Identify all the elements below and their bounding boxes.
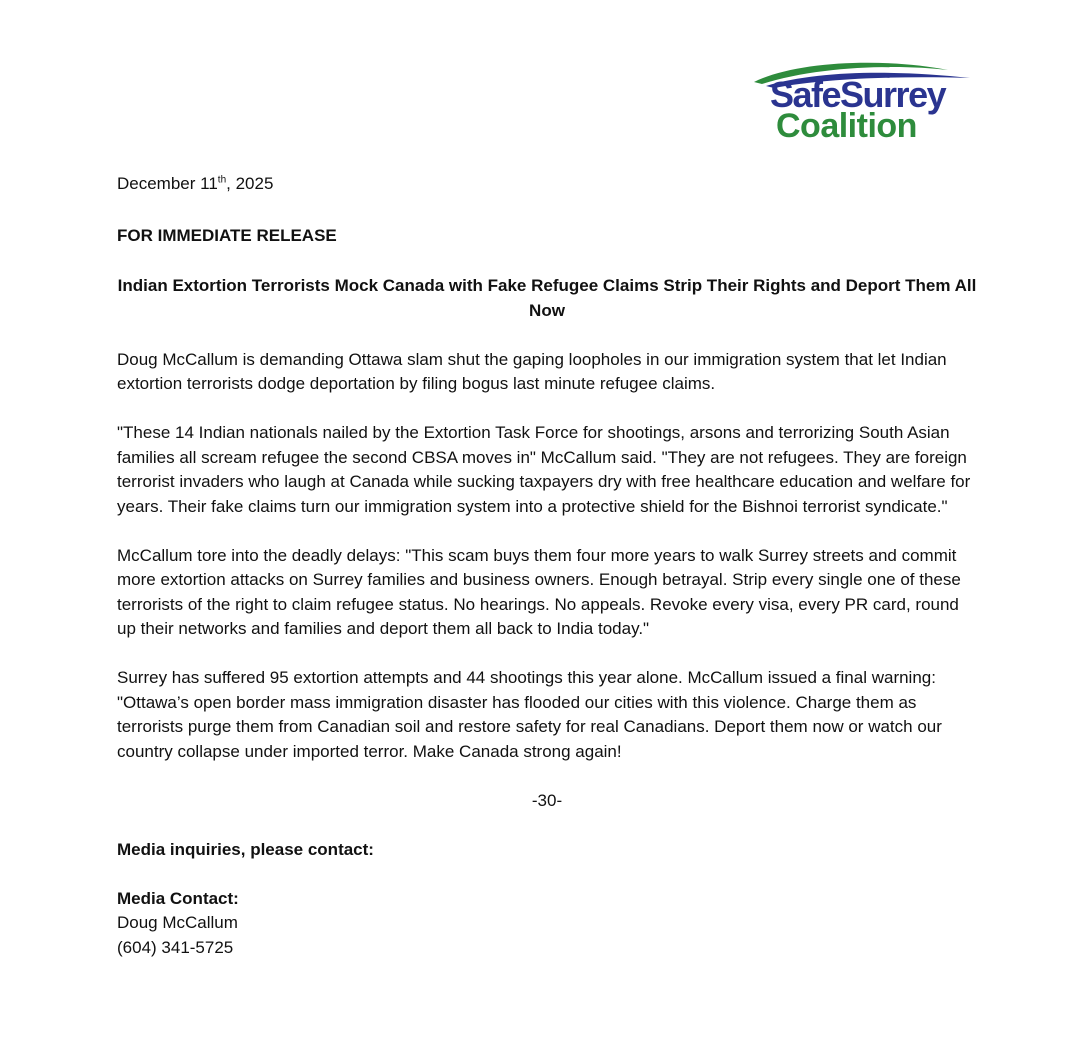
safesurrey-logo	[748, 56, 978, 146]
paragraph-4: Surrey has suffered 95 extortion attempts and 44 shootings this year alone. McCallum issued a final warning: "Ottawa’s open border mass immigration disaster has flooded our cities with this violence. Charge them as terrorists purge them from Canadian soil and restore safety for real Canadians. Deport them now or watch our country collapse under imported terror. Make Canada strong again!	[117, 668, 942, 761]
logo-text-safesurrey: SafeSurrey	[770, 74, 946, 115]
headline: Indian Extortion Terrorists Mock Canada with Fake Refugee Claims Strip Their Rights and Deport Them All Now	[117, 276, 977, 320]
logo-text-coalition: Coalition	[776, 107, 917, 145]
contact-phone: (604) 341-5725	[117, 937, 234, 957]
contact-name: Doug McCallum	[117, 913, 238, 932]
end-mark: -30-	[531, 790, 563, 810]
paragraph-3: McCallum tore into the deadly delays: "This scam buys them four more years to walk Surrey streets and commit more extortion attacks on Surrey families and business owners. Enough betrayal. Strip every single one of these terrorists of the right to claim refugee status. No hearings. No appeals. Revoke every visa, every PR card, round up their networks and families and deport them all back to India today."	[117, 545, 961, 638]
media-contact-label: Media Contact:	[117, 888, 239, 908]
release-label: FOR IMMEDIATE RELEASE	[117, 225, 337, 245]
date-year: , 2025	[226, 174, 274, 193]
media-inquiries-heading: Media inquiries, please contact:	[117, 839, 374, 859]
paragraph-2: "These 14 Indian nationals nailed by the Extortion Task Force for shootings, arsons and terrorizing South Asian families all scream refugee the second CBSA moves in" McCallum said. "They are not refugees. They are foreign terrorist invaders who laugh at Canada while sucking taxpayers dry with free healthcare education and welfare for years. Their fake claims turn our immigration system into a protective shield for the Bishnoi terrorist syndicate."	[117, 423, 971, 516]
date-month-day: December 11	[117, 174, 218, 193]
release-date	[117, 172, 977, 197]
date-suffix: th	[217, 174, 227, 186]
press-release-body	[117, 172, 977, 960]
paragraph-1: Doug McCallum is demanding Ottawa slam shut the gaping loopholes in our immigration system that let Indian extortion terrorists dodge deportation by filing bogus last minute refugee claims.	[117, 349, 947, 393]
